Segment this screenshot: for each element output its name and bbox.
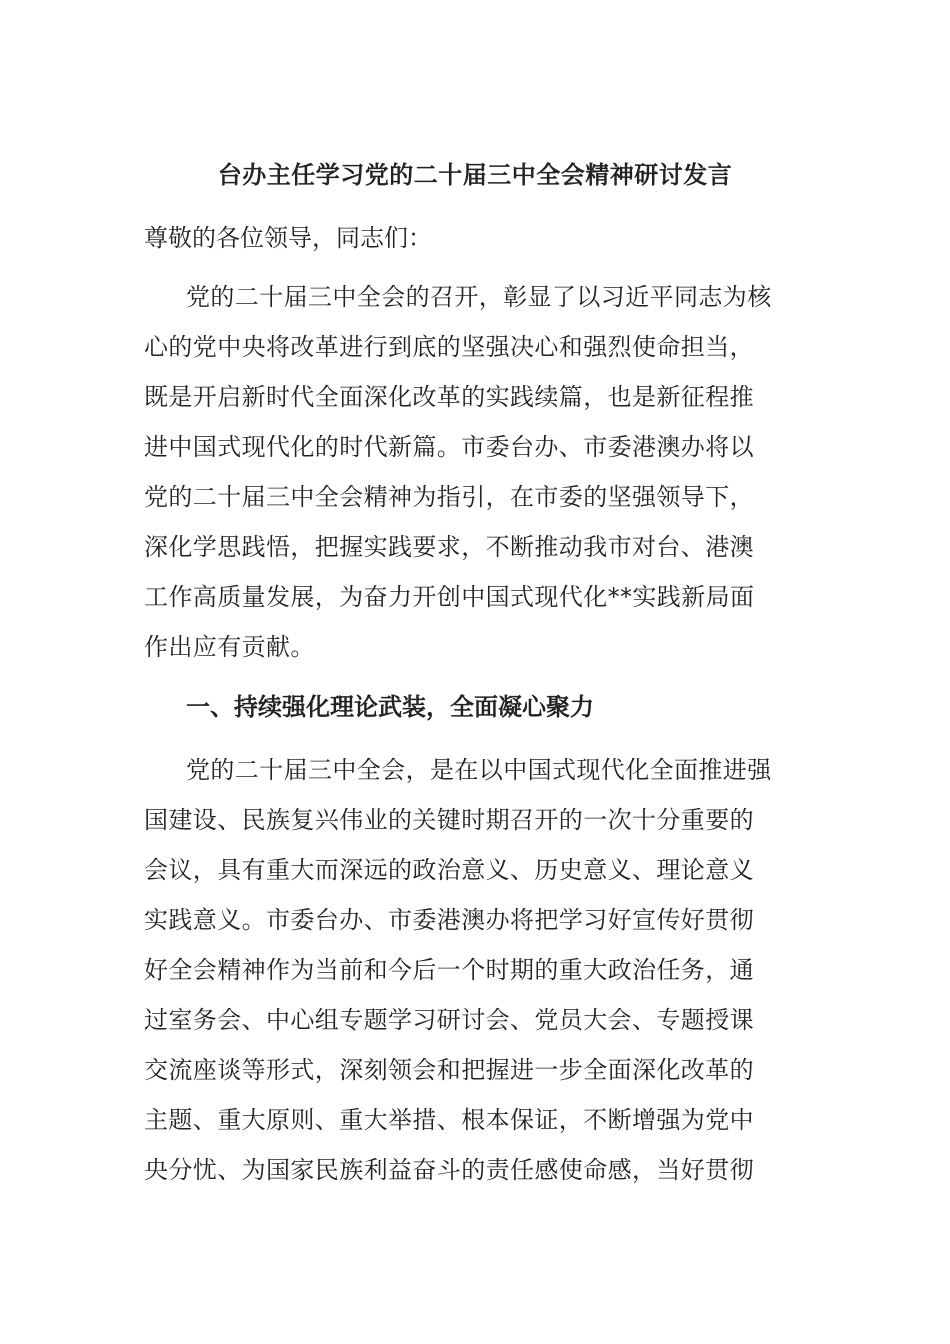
paragraph-line: 央分忧、为国家民族利益奋斗的责任感使命感，当好贯彻	[144, 1156, 754, 1184]
paragraph-line: 心的党中央将改革进行到底的坚强决心和强烈使命担当，	[144, 333, 754, 361]
paragraph-line: 实践意义。市委台办、市委港澳办将把学习好宣传好贯彻	[144, 906, 754, 934]
document-title: 台办主任学习党的二十届三中全会精神研讨发言	[217, 161, 733, 189]
paragraph-line: 交流座谈等形式，深刻领会和把握进一步全面深化改革的	[144, 1056, 754, 1084]
paragraph-line: 作出应有贡献。	[144, 633, 315, 661]
paragraph-line: 过室务会、中心组专题学习研讨会、党员大会、专题授课	[144, 1006, 754, 1034]
paragraph-line: 党的二十届三中全会精神为指引，在市委的坚强领导下，	[144, 483, 754, 511]
paragraph-line: 党的二十届三中全会的召开，彰显了以习近平同志为核	[186, 283, 772, 311]
section-heading-1: 一、持续强化理论武装，全面凝心聚力	[186, 693, 594, 721]
paragraph-line: 进中国式现代化的时代新篇。市委台办、市委港澳办将以	[144, 433, 754, 461]
paragraph-line: 既是开启新时代全面深化改革的实践续篇，也是新征程推	[144, 383, 754, 411]
paragraph-1	[144, 272, 806, 672]
paragraph-line: 主题、重大原则、重大举措、根本保证，不断增强为党中	[144, 1106, 754, 1134]
paragraph-line: 好全会精神作为当前和今后一个时期的重大政治任务，通	[144, 956, 754, 984]
paragraph-line: 会议，具有重大而深远的政治意义、历史意义、理论意义	[144, 856, 754, 884]
paragraph-line: 深化学思践悟，把握实践要求，不断推动我市对台、港澳	[144, 533, 754, 561]
paragraph-line: 工作高质量发展，为奋力开创中国式现代化**实践新局面	[144, 583, 755, 611]
salutation: 尊敬的各位领导，同志们：	[144, 224, 432, 252]
paragraph-line: 党的二十届三中全会，是在以中国式现代化全面推进强	[186, 756, 772, 784]
paragraph-line: 国建设、民族复兴伟业的关键时期召开的一次十分重要的	[144, 806, 754, 834]
paragraph-2	[144, 745, 806, 1195]
